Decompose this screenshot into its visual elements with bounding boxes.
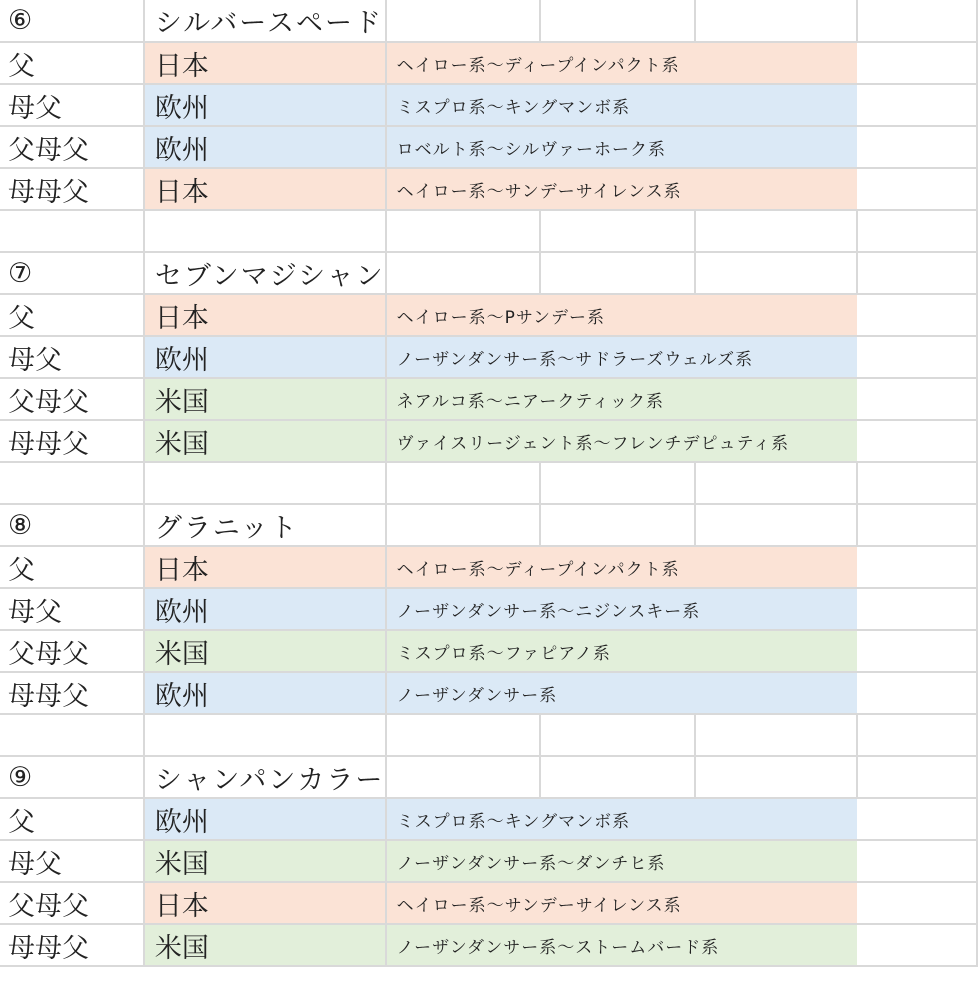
empty-cell[interactable] bbox=[857, 42, 977, 84]
horse-name-cell[interactable]: シルバースペード bbox=[144, 0, 386, 42]
region-cell[interactable]: 欧州 bbox=[144, 588, 386, 630]
region-cell[interactable]: 欧州 bbox=[144, 126, 386, 168]
horse-name-cell[interactable]: セブンマジシャン bbox=[144, 252, 386, 294]
sire-line-text: ノーザンダンサー系〜ニジンスキー系 bbox=[396, 601, 701, 622]
pedigree-row bbox=[0, 546, 977, 588]
sire-line-text: ミスプロ系〜キングマンボ系 bbox=[396, 811, 631, 832]
pedigree-row bbox=[0, 294, 977, 336]
sire-line-cell[interactable] bbox=[386, 630, 857, 672]
sire-line-text: ノーザンダンサー系〜ストームバード系 bbox=[396, 937, 720, 958]
empty-cell[interactable] bbox=[386, 252, 541, 294]
empty-cell[interactable] bbox=[857, 84, 977, 126]
pedigree-row bbox=[0, 630, 977, 672]
sire-line-text: ネアルコ系〜ニアークティック系 bbox=[396, 391, 665, 412]
pedigree-row bbox=[0, 168, 977, 210]
sire-line-cell[interactable] bbox=[386, 546, 857, 588]
pedigree-row bbox=[0, 882, 977, 924]
sire-line-cell[interactable] bbox=[386, 840, 857, 882]
region-cell[interactable]: 欧州 bbox=[144, 84, 386, 126]
empty-cell[interactable] bbox=[857, 798, 977, 840]
empty-cell[interactable] bbox=[695, 252, 857, 294]
race-number-cell[interactable]: ⑧ bbox=[0, 504, 144, 546]
race-number-cell[interactable]: ⑨ bbox=[0, 756, 144, 798]
empty-cell[interactable] bbox=[857, 630, 977, 672]
region-cell[interactable]: 欧州 bbox=[144, 336, 386, 378]
empty-cell[interactable] bbox=[540, 462, 695, 504]
relation-cell[interactable]: 父 bbox=[0, 42, 144, 84]
relation-cell[interactable]: 父 bbox=[0, 798, 144, 840]
empty-cell[interactable] bbox=[857, 210, 977, 252]
pedigree-row bbox=[0, 126, 977, 168]
region-cell[interactable]: 日本 bbox=[144, 294, 386, 336]
spacer-row bbox=[0, 210, 977, 252]
region-cell[interactable]: 日本 bbox=[144, 168, 386, 210]
empty-cell[interactable] bbox=[540, 0, 695, 42]
sire-line-cell[interactable] bbox=[386, 84, 857, 126]
sire-line-text: ヘイロー系〜Pサンデー系 bbox=[396, 307, 605, 328]
empty-cell[interactable] bbox=[540, 252, 695, 294]
empty-cell[interactable] bbox=[857, 714, 977, 756]
empty-cell[interactable] bbox=[857, 924, 977, 966]
empty-cell[interactable] bbox=[144, 462, 386, 504]
horse-header-row bbox=[0, 504, 977, 546]
empty-cell[interactable] bbox=[857, 126, 977, 168]
sire-line-text: ヘイロー系〜ディープインパクト系 bbox=[396, 55, 680, 76]
sire-line-cell[interactable] bbox=[386, 672, 857, 714]
race-number-cell[interactable]: ⑦ bbox=[0, 252, 144, 294]
relation-cell[interactable]: 母父 bbox=[0, 840, 144, 882]
empty-cell[interactable] bbox=[857, 462, 977, 504]
spacer-row bbox=[0, 462, 977, 504]
sire-line-cell[interactable] bbox=[386, 798, 857, 840]
empty-cell[interactable] bbox=[386, 462, 541, 504]
empty-cell[interactable] bbox=[695, 756, 857, 798]
sire-line-text: ノーザンダンサー系 bbox=[396, 685, 558, 706]
empty-cell[interactable] bbox=[857, 168, 977, 210]
empty-cell[interactable] bbox=[857, 504, 977, 546]
sire-line-cell[interactable] bbox=[386, 294, 857, 336]
empty-cell[interactable] bbox=[540, 714, 695, 756]
empty-cell[interactable] bbox=[695, 0, 857, 42]
relation-cell[interactable]: 母母父 bbox=[0, 420, 144, 462]
region-cell[interactable]: 欧州 bbox=[144, 672, 386, 714]
sire-line-text: ノーザンダンサー系〜サドラーズウェルズ系 bbox=[396, 349, 754, 370]
pedigree-row bbox=[0, 588, 977, 630]
empty-cell[interactable] bbox=[144, 714, 386, 756]
horse-header-row bbox=[0, 252, 977, 294]
empty-cell[interactable] bbox=[857, 0, 977, 42]
region-cell[interactable]: 米国 bbox=[144, 840, 386, 882]
empty-cell[interactable] bbox=[540, 504, 695, 546]
empty-cell[interactable] bbox=[695, 210, 857, 252]
sire-line-cell[interactable] bbox=[386, 420, 857, 462]
empty-cell[interactable] bbox=[386, 210, 541, 252]
sire-line-cell[interactable] bbox=[386, 42, 857, 84]
pedigree-row bbox=[0, 336, 977, 378]
horse-name-cell[interactable]: グラニット bbox=[144, 504, 386, 546]
empty-cell[interactable] bbox=[0, 714, 144, 756]
relation-cell[interactable]: 母母父 bbox=[0, 672, 144, 714]
relation-cell[interactable]: 父母父 bbox=[0, 630, 144, 672]
empty-cell[interactable] bbox=[857, 672, 977, 714]
region-cell[interactable]: 米国 bbox=[144, 630, 386, 672]
pedigree-row bbox=[0, 672, 977, 714]
empty-cell[interactable] bbox=[695, 462, 857, 504]
sire-line-cell[interactable] bbox=[386, 126, 857, 168]
pedigree-row bbox=[0, 924, 977, 966]
horse-header-row bbox=[0, 756, 977, 798]
pedigree-row bbox=[0, 798, 977, 840]
region-cell[interactable]: 日本 bbox=[144, 882, 386, 924]
sire-line-cell[interactable] bbox=[386, 168, 857, 210]
pedigree-row bbox=[0, 420, 977, 462]
sire-line-text: ヘイロー系〜サンデーサイレンス系 bbox=[396, 181, 682, 202]
sire-line-text: ミスプロ系〜ファピアノ系 bbox=[396, 643, 611, 664]
empty-cell[interactable] bbox=[857, 882, 977, 924]
race-number-cell[interactable]: ⑥ bbox=[0, 0, 144, 42]
horse-header-row bbox=[0, 0, 977, 42]
region-cell[interactable]: 日本 bbox=[144, 42, 386, 84]
relation-cell[interactable]: 母母父 bbox=[0, 924, 144, 966]
relation-cell[interactable]: 父母父 bbox=[0, 882, 144, 924]
empty-cell[interactable] bbox=[0, 210, 144, 252]
empty-cell[interactable] bbox=[144, 210, 386, 252]
empty-cell[interactable] bbox=[857, 840, 977, 882]
spacer-row bbox=[0, 714, 977, 756]
region-cell[interactable]: 米国 bbox=[144, 924, 386, 966]
relation-cell[interactable]: 母父 bbox=[0, 336, 144, 378]
region-cell[interactable]: 米国 bbox=[144, 420, 386, 462]
empty-cell[interactable] bbox=[540, 756, 695, 798]
empty-cell[interactable] bbox=[857, 756, 977, 798]
empty-cell[interactable] bbox=[386, 0, 541, 42]
pedigree-row bbox=[0, 378, 977, 420]
empty-cell[interactable] bbox=[695, 714, 857, 756]
region-cell[interactable]: 日本 bbox=[144, 546, 386, 588]
sire-line-text: ミスプロ系〜キングマンボ系 bbox=[396, 97, 631, 118]
region-cell[interactable]: 欧州 bbox=[144, 798, 386, 840]
empty-cell[interactable] bbox=[0, 462, 144, 504]
relation-cell[interactable]: 母父 bbox=[0, 84, 144, 126]
sire-line-text: ロベルト系〜シルヴァーホーク系 bbox=[396, 139, 666, 160]
relation-cell[interactable]: 母父 bbox=[0, 588, 144, 630]
empty-cell[interactable] bbox=[386, 756, 541, 798]
empty-cell[interactable] bbox=[857, 336, 977, 378]
empty-cell[interactable] bbox=[857, 294, 977, 336]
horse-name-cell[interactable]: シャンパンカラー bbox=[144, 756, 386, 798]
sire-line-text: ヘイロー系〜サンデーサイレンス系 bbox=[396, 895, 682, 916]
empty-cell[interactable] bbox=[386, 504, 541, 546]
relation-cell[interactable]: 父母父 bbox=[0, 378, 144, 420]
sire-line-cell[interactable] bbox=[386, 882, 857, 924]
relation-cell[interactable]: 父 bbox=[0, 546, 144, 588]
empty-cell[interactable] bbox=[857, 588, 977, 630]
relation-cell[interactable]: 父母父 bbox=[0, 126, 144, 168]
relation-cell[interactable]: 父 bbox=[0, 294, 144, 336]
empty-cell[interactable] bbox=[540, 210, 695, 252]
empty-cell[interactable] bbox=[857, 546, 977, 588]
sire-line-text: ノーザンダンサー系〜ダンチヒ系 bbox=[396, 853, 666, 874]
sire-line-cell[interactable] bbox=[386, 588, 857, 630]
sire-line-text: ヘイロー系〜ディープインパクト系 bbox=[396, 559, 680, 580]
sire-line-cell[interactable] bbox=[386, 378, 857, 420]
relation-cell[interactable]: 母母父 bbox=[0, 168, 144, 210]
sire-line-cell[interactable] bbox=[386, 924, 857, 966]
empty-cell[interactable] bbox=[857, 420, 977, 462]
empty-cell[interactable] bbox=[386, 714, 541, 756]
empty-cell[interactable] bbox=[857, 252, 977, 294]
empty-cell[interactable] bbox=[857, 378, 977, 420]
pedigree-row bbox=[0, 840, 977, 882]
sire-line-text: ヴァイスリージェント系〜フレンチデピュティ系 bbox=[396, 433, 790, 454]
pedigree-row bbox=[0, 84, 977, 126]
region-cell[interactable]: 米国 bbox=[144, 378, 386, 420]
pedigree-row bbox=[0, 42, 977, 84]
empty-cell[interactable] bbox=[695, 504, 857, 546]
sire-line-cell[interactable] bbox=[386, 336, 857, 378]
